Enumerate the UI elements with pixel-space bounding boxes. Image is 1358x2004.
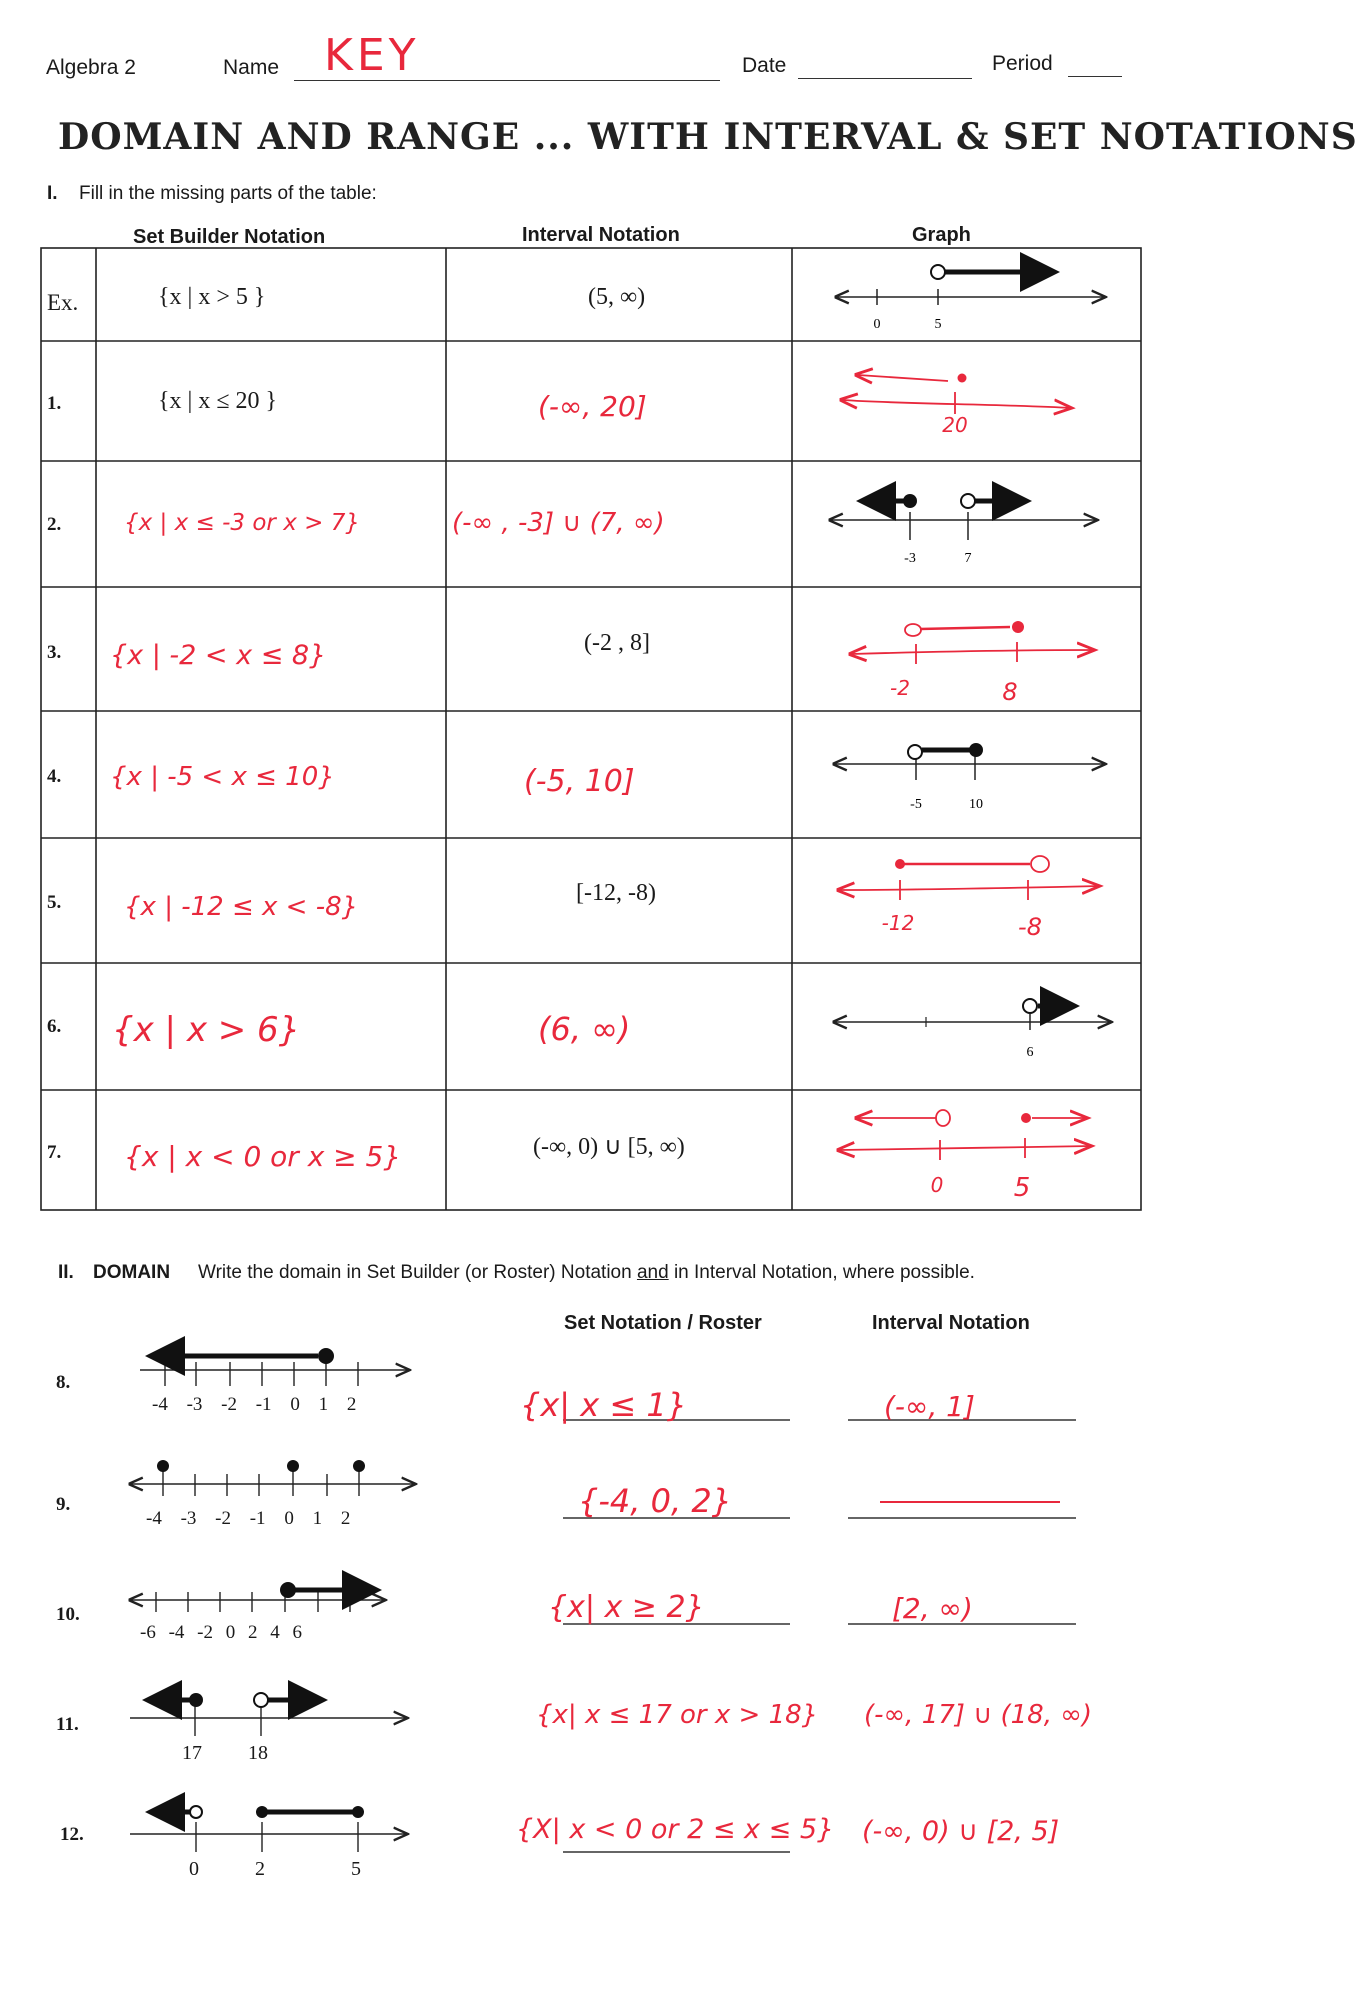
q9-number: 9.: [56, 1494, 71, 1515]
row-ex-set: {x | x > 5 }: [158, 284, 266, 310]
q9-ticks: -4 -3 -2 -1 0 1 2: [146, 1508, 351, 1529]
numberline-10: [130, 1582, 386, 1612]
graph-6: [834, 999, 1112, 1030]
q11-tick-b: 18: [248, 1742, 268, 1764]
graph-7-dot: [1021, 1113, 1031, 1123]
q8-ticks: -4 -3 -2 -1 0 1 2: [152, 1394, 357, 1415]
q11-tick-a: 17: [182, 1742, 202, 1764]
name-label: Name: [223, 56, 280, 79]
graph-5-dot: [895, 859, 905, 869]
ex-tick-5: 5: [934, 317, 942, 332]
row-5-label: 5.: [47, 892, 62, 913]
q9-set: {-4, 0, 2}: [578, 1482, 733, 1520]
course-label: Algebra 2: [46, 56, 136, 79]
row-2-label: 2.: [47, 514, 62, 535]
row-1-set: {x | x ≤ 20 }: [158, 388, 278, 414]
q11-set: {x| x ≤ 17 or x > 18}: [536, 1700, 819, 1730]
period-label: Period: [992, 52, 1053, 75]
row2-tick-b: 7: [964, 551, 972, 566]
graph-1: [843, 375, 1072, 414]
row3-tick-b: 8: [1002, 678, 1018, 706]
q8-set: {x| x ≤ 1}: [520, 1386, 688, 1424]
q10-number: 10.: [56, 1604, 80, 1625]
row-5-set: {x | -12 ≤ x < -8}: [124, 892, 359, 922]
row-6-interval: (6, ∞): [538, 1010, 631, 1048]
graph-5: [840, 856, 1100, 900]
graph-3-dot: [1012, 621, 1024, 633]
row7-tick-b: 5: [1013, 1173, 1031, 1203]
row5-tick-b: -8: [1018, 913, 1042, 941]
row-5-interval: [-12, -8): [576, 880, 656, 906]
row-7-interval: (-∞, 0) ∪ [5, ∞): [533, 1134, 685, 1160]
row-3-set: {x | -2 < x ≤ 8}: [110, 640, 327, 671]
q10-interval: [2, ∞): [892, 1592, 973, 1625]
row3-tick-a: -2: [890, 676, 910, 700]
numberline-9: [130, 1460, 416, 1496]
row6-tick: 6: [1026, 1045, 1034, 1060]
row-6-set: {x | x > 6}: [112, 1010, 301, 1050]
q12-tick-b: 2: [255, 1858, 265, 1880]
part2-heading: DOMAIN: [93, 1262, 171, 1283]
q12-number: 12.: [60, 1824, 84, 1845]
row2-tick-a: -3: [904, 551, 916, 566]
row-1-interval: (-∞, 20]: [538, 390, 647, 423]
part2-instruction: [198, 1262, 975, 1284]
q12-interval: (-∞, 0) ∪ [2, 5]: [862, 1816, 1060, 1847]
numberline-12: [130, 1806, 408, 1852]
row-ex-label: Ex.: [47, 290, 79, 315]
row-7-set: {x | x < 0 or x ≥ 5}: [124, 1140, 402, 1173]
numberline-11: [130, 1693, 408, 1736]
part2-instruction-and: and: [636, 1262, 669, 1283]
row-4-interval: (-5, 10]: [524, 764, 635, 799]
page-title: DOMAIN AND RANGE ... WITH INTERVAL & SET NOTATIONS: [58, 116, 1358, 158]
part1-number: I.: [47, 183, 58, 204]
part2-instruction-b: in Interval Notation, where possible.: [673, 1262, 975, 1283]
graph-4: [834, 743, 1106, 780]
q8-interval: (-∞, 1]: [884, 1390, 975, 1423]
row-2-set: {x | x ≤ -3 or x > 7}: [124, 510, 360, 536]
row-7-label: 7.: [47, 1142, 62, 1163]
q10-set: {x| x ≥ 2}: [548, 1590, 705, 1625]
part1-instruction: Fill in the missing parts of the table:: [79, 183, 377, 204]
row1-tick: 20: [942, 413, 968, 437]
part2-number: II.: [58, 1262, 74, 1283]
q12-tick-a: 0: [189, 1858, 199, 1880]
row-3-label: 3.: [47, 642, 62, 663]
row5-tick-a: -12: [881, 911, 915, 935]
col-header-graph: Graph: [912, 224, 971, 246]
graph-3: [852, 624, 1095, 664]
row-6-label: 6.: [47, 1016, 62, 1037]
row4-tick-b: 10: [969, 797, 983, 812]
row-3-interval: (-2 , 8]: [584, 630, 650, 656]
q12-set: {X| x < 0 or 2 ≤ x ≤ 5}: [516, 1814, 835, 1845]
col-header-interval: Interval Notation: [522, 224, 680, 246]
graph-7: [840, 1110, 1092, 1160]
ex-tick-0: 0: [873, 317, 881, 332]
row7-tick-a: 0: [930, 1173, 944, 1197]
q8-number: 8.: [56, 1372, 71, 1393]
row4-tick-a: -5: [910, 797, 922, 812]
name-value: KEY: [324, 30, 420, 81]
graph-ex: [836, 265, 1106, 305]
col-interval-notation: Interval Notation: [872, 1312, 1030, 1334]
q11-number: 11.: [56, 1714, 79, 1735]
col-header-set: Set Builder Notation: [133, 226, 326, 248]
graph-2: [830, 494, 1098, 540]
row-1-label: 1.: [47, 393, 62, 414]
q10-ticks: -6 -4 -2 0 2 4 6: [140, 1622, 302, 1643]
col-set-roster: Set Notation / Roster: [564, 1312, 762, 1334]
row-2-interval: (-∞ , -3] ∪ (7, ∞): [452, 508, 665, 538]
graph-1-dot: [958, 374, 967, 383]
date-label: Date: [742, 54, 787, 77]
numberline-8: [140, 1348, 410, 1386]
row-ex-interval: (5, ∞): [588, 284, 646, 310]
row-4-label: 4.: [47, 766, 62, 787]
q11-interval: (-∞, 17] ∪ (18, ∞): [864, 1700, 1093, 1730]
q12-tick-c: 5: [351, 1858, 361, 1880]
part2-instruction-a: Write the domain in Set Builder (or Roster) Notation: [198, 1262, 632, 1283]
row-4-set: {x | -5 < x ≤ 10}: [110, 762, 335, 792]
